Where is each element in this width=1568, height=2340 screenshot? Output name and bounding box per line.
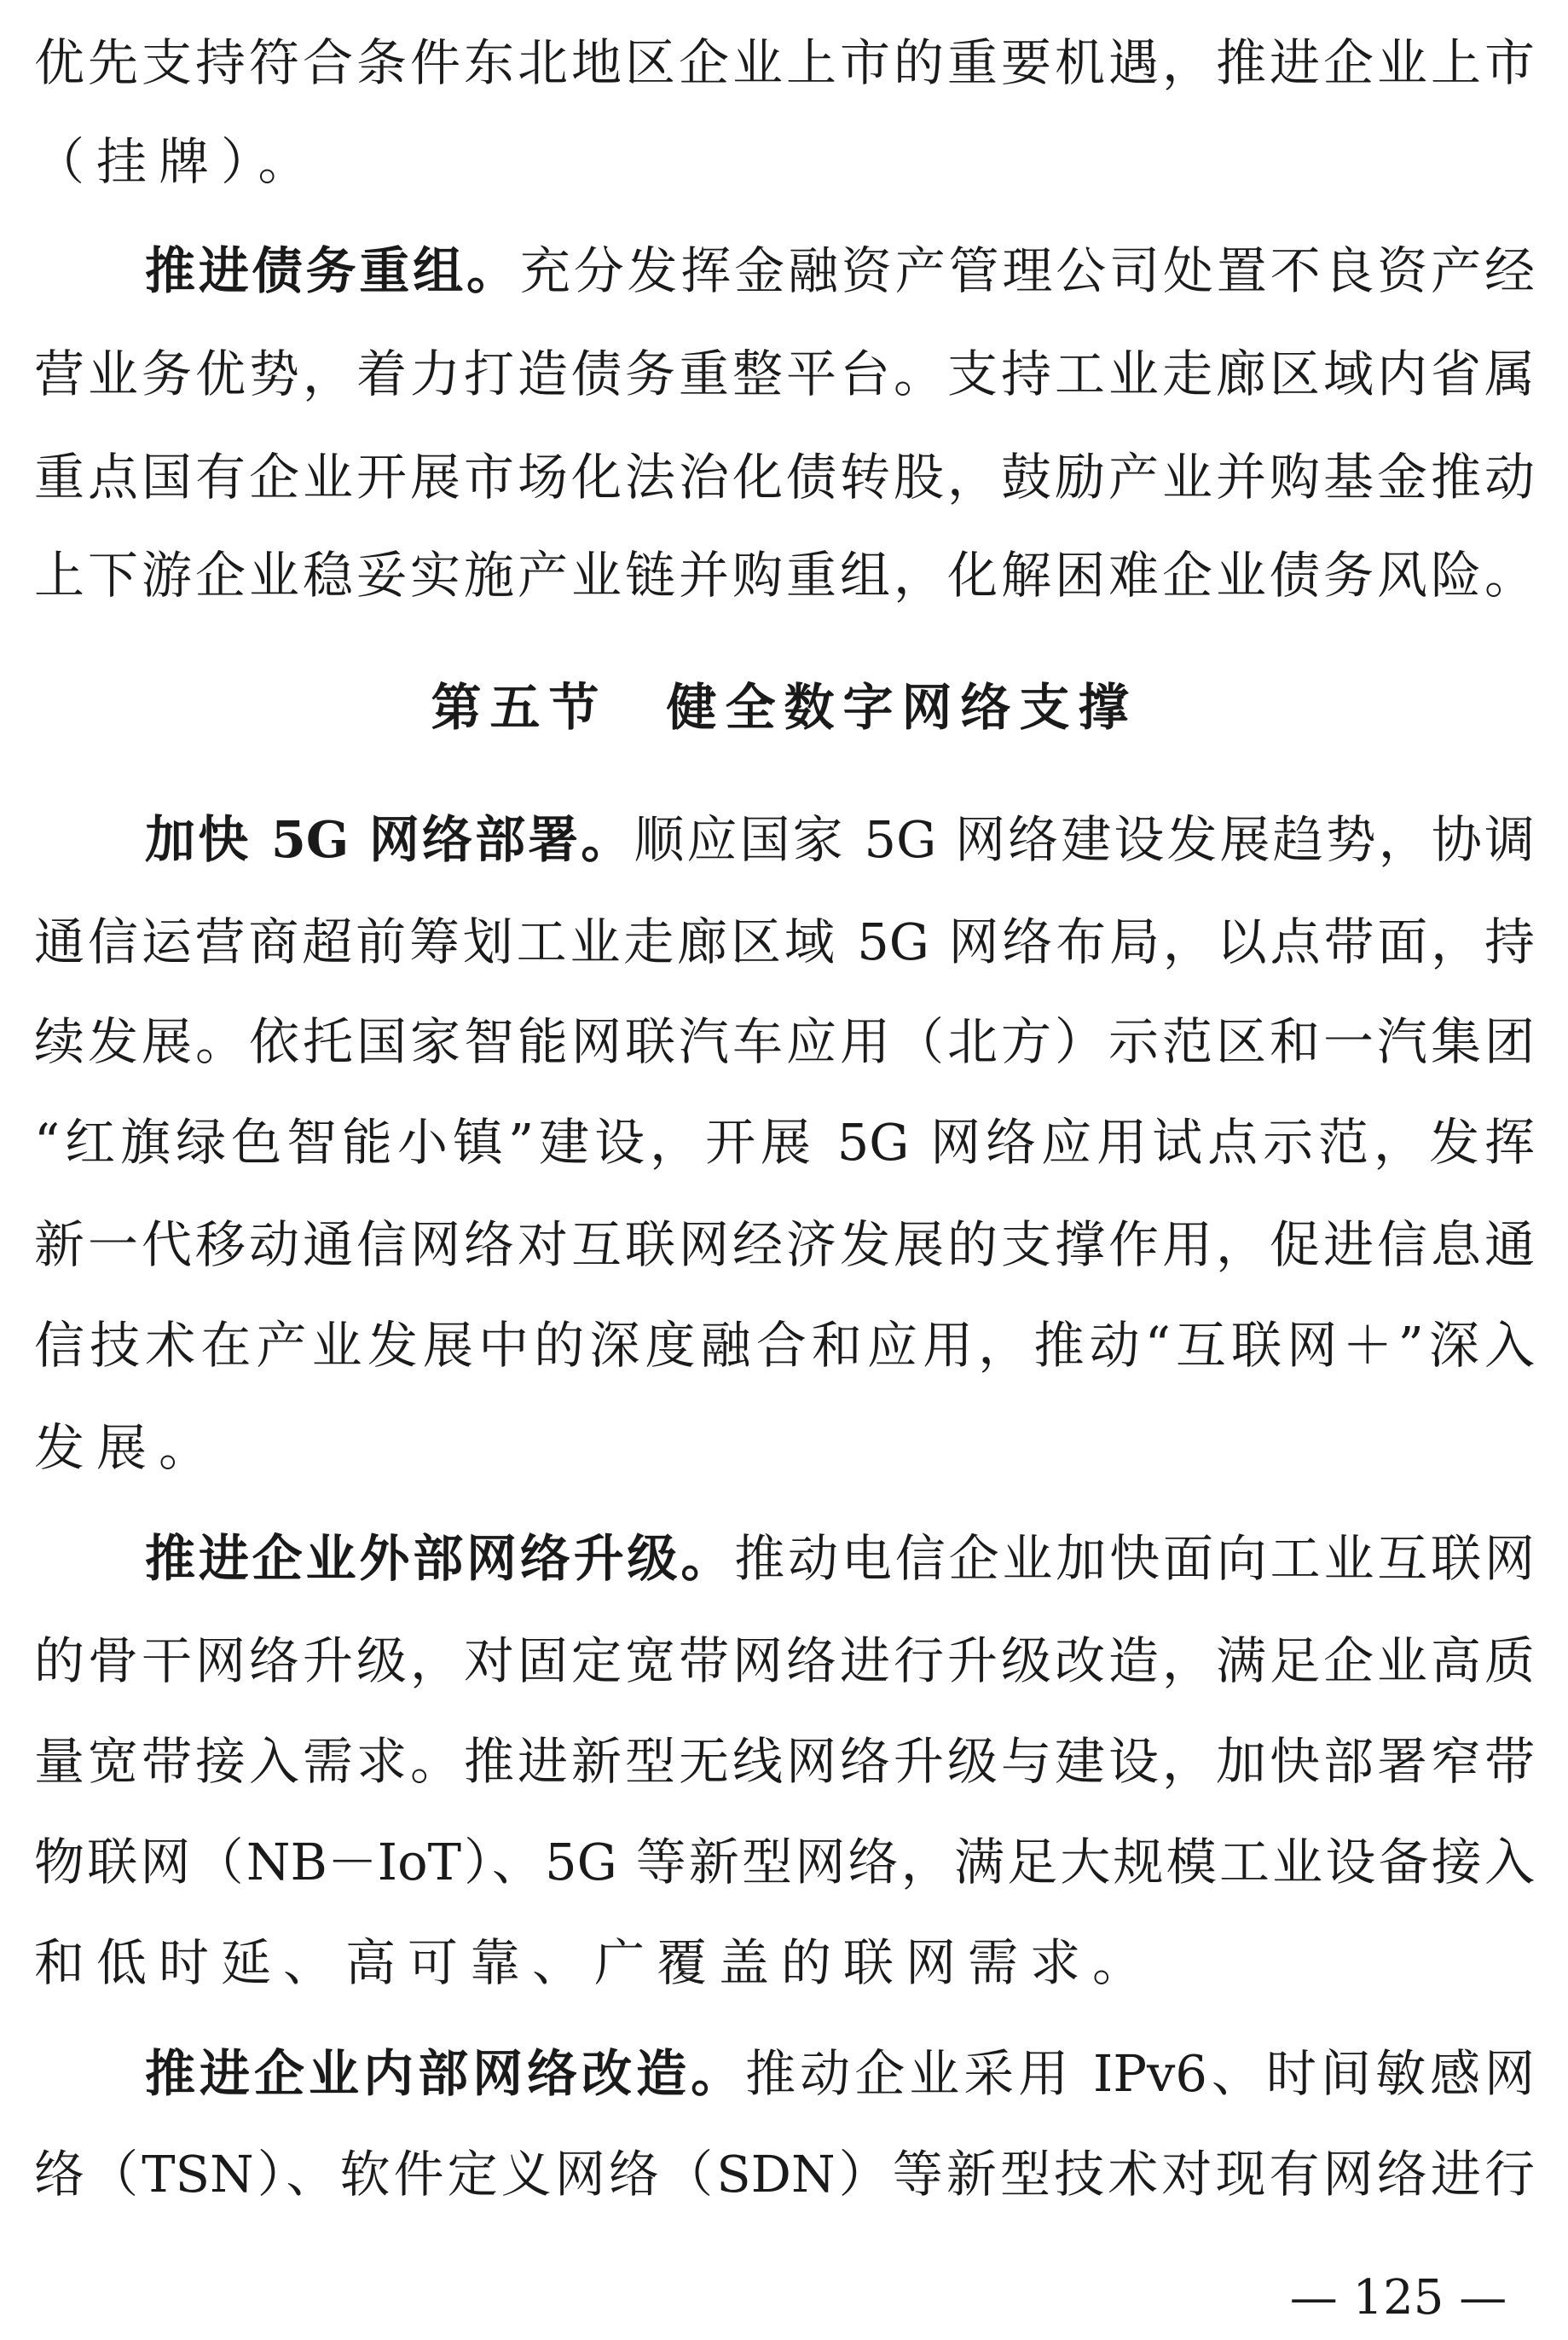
body-line — [34, 900, 1535, 985]
line-text: 新一代移动通信网络对互联网经济发展的支撑作用，促进信息通 — [34, 1215, 1535, 1274]
line-text: 优先支持符合条件东北地区企业上市的重要机遇，推进企业上市 — [34, 33, 1535, 92]
body-line — [34, 20, 1535, 106]
body-line — [34, 1405, 1535, 1491]
paragraph-lead: 推进债务重组。 — [145, 241, 520, 300]
paragraph-first-line — [145, 1516, 1535, 1602]
line-text: 充分发挥金融资产管理公司处置不良资产经 — [519, 241, 1535, 300]
line-text: 量宽带接入需求。推进新型无线网络升级与建设，加快部署窄带 — [34, 1732, 1535, 1791]
body-line — [34, 999, 1535, 1085]
paragraph-first-line — [145, 797, 1535, 883]
line-text: 和低时延、高可靠、广覆盖的联网需求。 — [34, 1933, 1155, 1992]
line-text: 络（TSN）、软件定义网络（SDN）等新型技术对现有网络进行 — [34, 2145, 1535, 2204]
body-line — [34, 2132, 1535, 2217]
body-line — [34, 1719, 1535, 1804]
line-text: 发展。 — [34, 1418, 222, 1477]
line-text: （挂牌）。 — [34, 132, 321, 191]
line-text: 顺应国家 5G 网络建设发展趋势，协调 — [634, 810, 1535, 869]
line-text: 推动企业采用 IPv6、时间敏感网 — [745, 2044, 1535, 2103]
body-line — [34, 119, 1535, 205]
body-line — [34, 1100, 1535, 1185]
line-text: 通信运营商超前筹划工业走廊区域 5G 网络布局，以点带面，持 — [34, 912, 1535, 971]
body-line — [34, 1820, 1535, 1905]
body-line — [34, 533, 1535, 618]
line-text: 上下游企业稳妥实施产业链并购重组，化解困难企业债务风险。 — [34, 546, 1535, 605]
body-line — [34, 332, 1535, 417]
line-text: 物联网（NB－IoT）、5G 等新型网络，满足大规模工业设备接入 — [34, 1833, 1535, 1891]
body-line — [34, 1619, 1535, 1704]
line-text: 续发展。依托国家智能网联汽车应用（北方）示范区和一汽集团 — [34, 1012, 1535, 1071]
line-text: 推动电信企业加快面向工业互联网 — [734, 1529, 1535, 1588]
line-text: 重点国有企业开展市场化法治化债转股，鼓励产业并购基金推动 — [34, 448, 1535, 507]
paragraph-first-line — [145, 229, 1535, 314]
paragraph-lead: 推进企业外部网络升级。 — [145, 1529, 735, 1588]
body-line — [34, 435, 1535, 520]
line-text: 信技术在产业发展中的深度融合和应用，推动“互联网＋”深入 — [34, 1316, 1535, 1375]
body-line — [34, 1202, 1535, 1288]
paragraph-lead: 加快 5G 网络部署。 — [145, 810, 634, 869]
line-text: “红旗绿色智能小镇”建设，开展 5G 网络应用试点示范，发挥 — [34, 1113, 1535, 1172]
line-text: 营业务优势，着力打造债务重整平台。支持工业走廊区域内省属 — [34, 345, 1535, 403]
line-text: 的骨干网络升级，对固定宽带网络进行升级改造，满足企业高质 — [34, 1631, 1535, 1690]
paragraph-first-line — [145, 2031, 1535, 2117]
body-line — [34, 1303, 1535, 1388]
paragraph-lead: 推进企业内部网络改造。 — [145, 2044, 746, 2103]
section-heading: 第五节 健全数字网络支撑 — [431, 678, 1137, 737]
page-number: — 125 — — [1289, 2270, 1507, 2326]
body-line — [34, 1920, 1535, 2006]
